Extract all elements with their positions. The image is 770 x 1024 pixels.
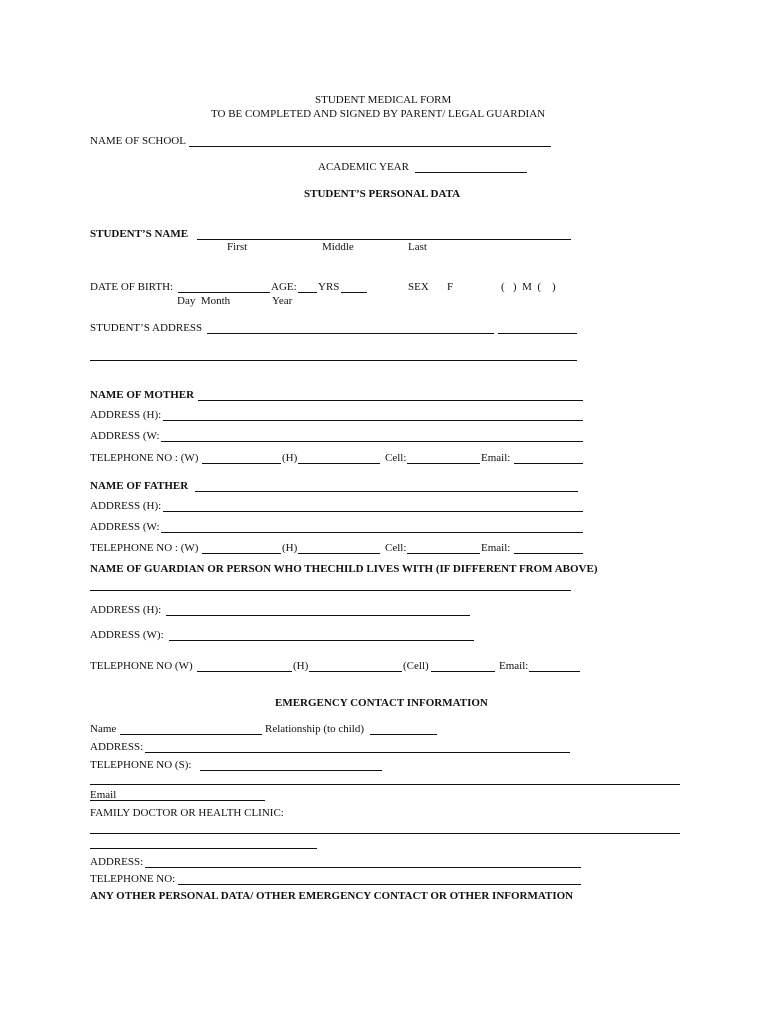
father-address-home-field[interactable] xyxy=(163,511,583,512)
student-name-field[interactable] xyxy=(197,239,571,240)
doctor-telephone-field[interactable] xyxy=(178,884,581,885)
father-cell-field[interactable] xyxy=(407,553,480,554)
student-address-field[interactable] xyxy=(207,333,494,334)
father-telephone-work-label: TELEPHONE NO : (W) xyxy=(90,542,199,554)
guardian-email-label: Email: xyxy=(499,660,529,672)
yrs-label: YRS xyxy=(318,281,340,293)
mother-address-home-field[interactable] xyxy=(163,420,583,421)
sex-female-label[interactable]: F xyxy=(447,281,454,293)
dob-label: DATE OF BIRTH: xyxy=(90,281,174,293)
student-address-label: STUDENT’S ADDRESS xyxy=(90,322,203,334)
emergency-extra-line[interactable] xyxy=(90,784,680,785)
first-name-caption: First xyxy=(227,241,248,253)
father-address-home-label: ADDRESS (H): xyxy=(90,500,162,512)
father-telephone-work-field[interactable] xyxy=(202,553,281,554)
mother-name-label: NAME OF MOTHER xyxy=(90,389,195,401)
mother-address-home-label: ADDRESS (H): xyxy=(90,409,162,421)
mother-cell-field[interactable] xyxy=(407,463,480,464)
year-caption: Year xyxy=(272,295,293,307)
dob-field[interactable] xyxy=(178,292,270,293)
mother-telephone-home-field[interactable] xyxy=(298,463,380,464)
father-name-label: NAME OF FATHER xyxy=(90,480,189,492)
personal-data-heading: STUDENT’S PERSONAL DATA xyxy=(304,188,461,200)
doctor-address-label: ADDRESS: xyxy=(90,856,144,868)
emergency-telephone-field[interactable] xyxy=(200,770,382,771)
guardian-telephone-home-label: (H) xyxy=(293,660,309,672)
guardian-telephone-work-label: TELEPHONE NO (W) xyxy=(90,660,193,672)
father-address-work-label: ADDRESS (W: xyxy=(90,521,160,533)
emergency-name-field[interactable] xyxy=(120,734,262,735)
other-info-label: ANY OTHER PERSONAL DATA/ OTHER EMERGENCY CONTACT OR OTHER INFORMATION xyxy=(90,890,574,902)
age-field[interactable] xyxy=(298,292,317,293)
guardian-telephone-home-field[interactable] xyxy=(309,671,402,672)
father-email-label: Email: xyxy=(481,542,511,554)
academic-year-label: ACADEMIC YEAR xyxy=(318,161,409,173)
doctor-telephone-label: TELEPHONE NO: xyxy=(90,873,176,885)
mother-telephone-work-field[interactable] xyxy=(202,463,281,464)
emergency-address-label: ADDRESS: xyxy=(90,741,144,753)
father-cell-label: Cell: xyxy=(385,542,407,554)
age-label: AGE: xyxy=(271,281,297,293)
mother-email-field[interactable] xyxy=(514,463,583,464)
emergency-name-label: Name xyxy=(90,723,117,735)
father-email-field[interactable] xyxy=(514,553,583,554)
family-doctor-field[interactable] xyxy=(90,833,680,834)
doctor-address-field[interactable] xyxy=(145,867,581,868)
mother-address-work-label: ADDRESS (W: xyxy=(90,430,160,442)
guardian-name-field[interactable] xyxy=(90,590,571,591)
sex-label: SEX xyxy=(408,281,429,293)
father-address-work-field[interactable] xyxy=(161,532,583,533)
emergency-email-label: Email xyxy=(90,789,117,801)
middle-name-caption: Middle xyxy=(322,241,354,253)
day-month-caption: Day Month xyxy=(177,295,231,307)
emergency-heading: EMERGENCY CONTACT INFORMATION xyxy=(275,697,488,709)
guardian-cell-label: (Cell) xyxy=(403,660,429,672)
guardian-name-label: NAME OF GUARDIAN OR PERSON WHO THECHILD LIVES WITH (IF DIFFERENT FROM ABOVE) xyxy=(90,563,598,575)
sex-male-checkbox[interactable]: ( ) M ( ) xyxy=(501,281,556,293)
mother-address-work-field[interactable] xyxy=(161,441,583,442)
father-telephone-home-field[interactable] xyxy=(298,553,380,554)
school-name-label: NAME OF SCHOOL xyxy=(90,135,186,147)
father-name-field[interactable] xyxy=(195,491,578,492)
student-address-field-2[interactable] xyxy=(498,333,577,334)
mother-name-field[interactable] xyxy=(198,400,583,401)
form-title: STUDENT MEDICAL FORM xyxy=(315,94,452,106)
guardian-telephone-work-field[interactable] xyxy=(197,671,292,672)
emergency-email-field[interactable] xyxy=(90,800,265,801)
guardian-address-work-label: ADDRESS (W): xyxy=(90,629,164,641)
school-name-field[interactable] xyxy=(189,146,551,147)
yrs-field[interactable] xyxy=(341,292,367,293)
student-name-label: STUDENT’S NAME xyxy=(90,228,189,240)
guardian-address-work-field[interactable] xyxy=(169,640,474,641)
mother-email-label: Email: xyxy=(481,452,511,464)
guardian-cell-field[interactable] xyxy=(431,671,495,672)
emergency-relationship-field[interactable] xyxy=(370,734,437,735)
guardian-email-field[interactable] xyxy=(529,671,580,672)
mother-telephone-work-label: TELEPHONE NO : (W) xyxy=(90,452,199,464)
emergency-telephone-label: TELEPHONE NO (S): xyxy=(90,759,192,771)
form-subtitle: TO BE COMPLETED AND SIGNED BY PARENT/ LEGAL GUARDIAN xyxy=(211,108,546,120)
mother-cell-label: Cell: xyxy=(385,452,407,464)
guardian-address-home-label: ADDRESS (H): xyxy=(90,604,162,616)
student-address-line-2[interactable] xyxy=(90,360,577,361)
emergency-address-field[interactable] xyxy=(145,752,570,753)
guardian-address-home-field[interactable] xyxy=(166,615,470,616)
last-name-caption: Last xyxy=(408,241,427,253)
family-doctor-field-2[interactable] xyxy=(90,848,317,849)
mother-telephone-home-label: (H) xyxy=(282,452,298,464)
academic-year-field[interactable] xyxy=(415,172,527,173)
family-doctor-label: FAMILY DOCTOR OR HEALTH CLINIC: xyxy=(90,807,284,819)
emergency-relationship-label: Relationship (to child) xyxy=(265,723,364,735)
father-telephone-home-label: (H) xyxy=(282,542,298,554)
